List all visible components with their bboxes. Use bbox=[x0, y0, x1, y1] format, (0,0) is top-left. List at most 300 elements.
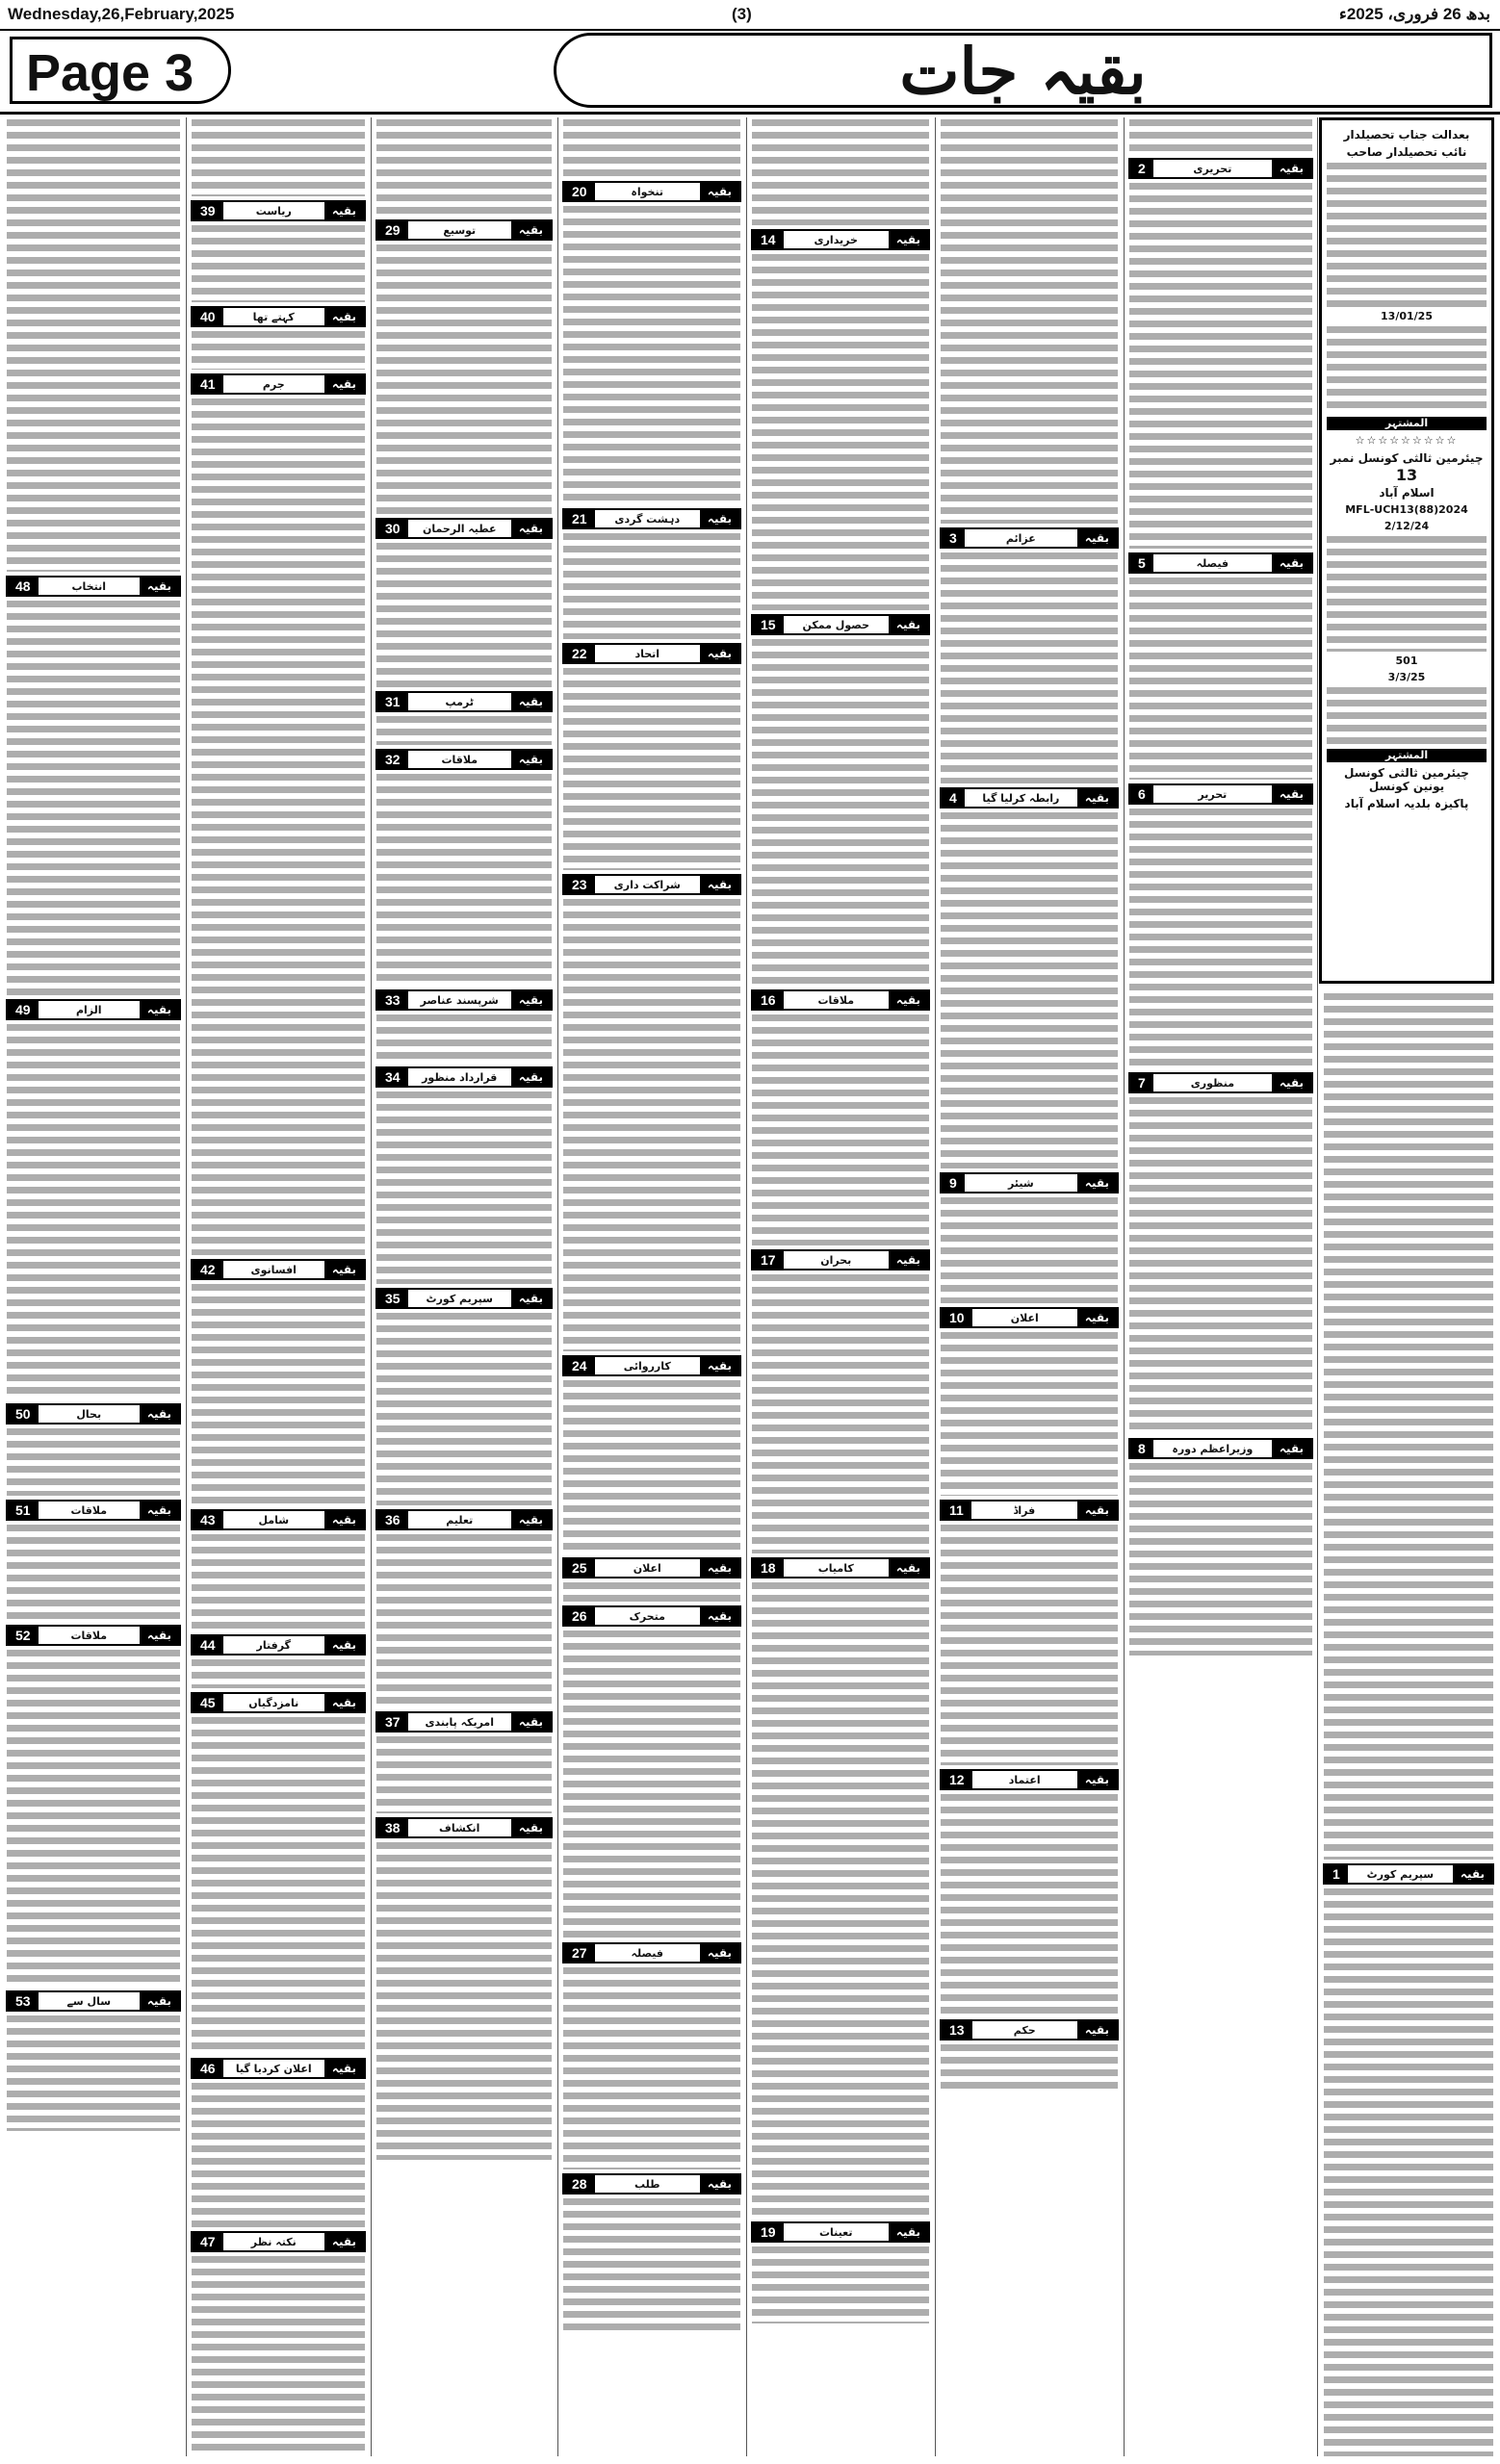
continuation-title: وزیراعظم دورہ bbox=[1172, 1442, 1254, 1455]
article-text bbox=[563, 1967, 740, 2169]
continuation-title: اعلان bbox=[1010, 1311, 1039, 1324]
case-reference: MFL-UCH13(88)2024 bbox=[1345, 503, 1468, 516]
continuation-box bbox=[191, 1692, 366, 1713]
continuation-box bbox=[751, 2221, 930, 2243]
section-title: بقیہ جات bbox=[554, 33, 1492, 108]
article-text bbox=[1129, 808, 1312, 1068]
article-text bbox=[563, 206, 740, 504]
continuation-word: بقیہ bbox=[324, 202, 364, 219]
continuation-word: بقیہ bbox=[140, 1627, 179, 1644]
article-text bbox=[563, 1582, 740, 1602]
continuation-title: افسانوی bbox=[250, 1263, 297, 1276]
article-text bbox=[376, 1014, 552, 1063]
article-text bbox=[192, 1534, 365, 1630]
continuation-word: بقیہ bbox=[140, 1001, 179, 1018]
continuation-box bbox=[562, 1942, 741, 1964]
continuation-number: 26 bbox=[564, 1607, 595, 1625]
continuation-number: 15 bbox=[753, 616, 784, 633]
continuation-title: تعینات bbox=[818, 2225, 853, 2239]
continuation-box bbox=[940, 1307, 1119, 1328]
article-text bbox=[192, 1284, 365, 1505]
article-text bbox=[1324, 1888, 1493, 2456]
continuation-word: بقیہ bbox=[1272, 1440, 1311, 1457]
continuation-title: حصول ممکن bbox=[802, 618, 870, 631]
continuation-title: خریداری bbox=[814, 233, 858, 246]
continuation-box bbox=[562, 2173, 741, 2194]
article-text bbox=[7, 1525, 180, 1621]
continuation-number: 14 bbox=[753, 231, 784, 248]
continuation-box bbox=[751, 989, 930, 1011]
continuation-box bbox=[562, 874, 741, 895]
continuation-box bbox=[751, 1249, 930, 1270]
column-divider bbox=[746, 117, 747, 2456]
continuation-box bbox=[375, 1288, 553, 1309]
legal-notice bbox=[1319, 117, 1494, 984]
article-text bbox=[7, 1428, 180, 1496]
article-text bbox=[192, 119, 365, 196]
header-divider bbox=[0, 112, 1500, 115]
continuation-number: 46 bbox=[193, 2060, 223, 2077]
continuation-title: سپریم کورٹ bbox=[1366, 1867, 1435, 1881]
continuation-number: 29 bbox=[377, 221, 408, 239]
article-text bbox=[376, 1736, 552, 1813]
column-divider bbox=[1317, 117, 1318, 2456]
continuation-title: قرارداد منظور bbox=[422, 1070, 498, 1084]
continuation-box bbox=[1128, 552, 1313, 574]
continuation-word: بقیہ bbox=[140, 1502, 179, 1519]
continuation-word: بقیہ bbox=[1453, 1865, 1492, 1883]
continuation-number: 5 bbox=[1130, 554, 1153, 572]
continuation-word: بقیہ bbox=[889, 1251, 928, 1269]
notice-stars: ☆☆☆☆☆☆☆☆☆ bbox=[1355, 434, 1459, 447]
continuation-box bbox=[1128, 1438, 1313, 1459]
hearing-number: 501 bbox=[1395, 654, 1418, 667]
article-text bbox=[563, 2198, 740, 2333]
continuation-title: تنخواہ bbox=[631, 185, 664, 198]
continuation-box bbox=[6, 999, 181, 1020]
continuation-title: رابطہ کرلیا گیا bbox=[982, 791, 1060, 805]
continuation-box bbox=[191, 1509, 366, 1530]
continuation-word: بقیہ bbox=[511, 693, 551, 710]
continuation-word: بقیہ bbox=[324, 1636, 364, 1654]
continuation-number: 52 bbox=[8, 1627, 39, 1644]
continuation-box bbox=[375, 749, 553, 770]
article-text bbox=[563, 119, 740, 177]
continuation-title: نامزدگیاں bbox=[248, 1696, 299, 1709]
continuation-word: بقیہ bbox=[1077, 2021, 1117, 2039]
article-text bbox=[752, 254, 929, 610]
continuation-word: بقیہ bbox=[324, 308, 364, 325]
article-text bbox=[192, 225, 365, 302]
notice-body bbox=[1327, 687, 1487, 745]
article-text bbox=[376, 1313, 552, 1505]
column-1 bbox=[4, 117, 183, 2456]
notice-heading: بعدالت جناب تحصیلدار bbox=[1343, 128, 1470, 141]
continuation-number: 3 bbox=[942, 529, 965, 547]
continuation-word: بقیہ bbox=[324, 1261, 364, 1278]
article-text bbox=[941, 812, 1118, 1168]
continuation-word: بقیہ bbox=[1077, 529, 1117, 547]
continuation-number: 33 bbox=[377, 991, 408, 1009]
continuation-box bbox=[1128, 1072, 1313, 1093]
continuation-word: بقیہ bbox=[1272, 785, 1311, 803]
continuation-word: بقیہ bbox=[700, 876, 739, 893]
continuation-title: انکشاف bbox=[439, 1821, 480, 1835]
continuation-word: بقیہ bbox=[700, 1607, 739, 1625]
continuation-number: 19 bbox=[753, 2223, 784, 2241]
continuation-title: بحران bbox=[820, 1253, 852, 1267]
continuation-title: فراڈ bbox=[1013, 1503, 1036, 1517]
article-text bbox=[752, 1582, 929, 2218]
continuation-box bbox=[6, 1500, 181, 1521]
continuation-title: بحال bbox=[76, 1407, 102, 1421]
column-5 bbox=[749, 117, 932, 2456]
continuation-number: 11 bbox=[942, 1502, 971, 1519]
continuation-box bbox=[940, 1769, 1119, 1790]
continuation-title: امریکہ پابندی bbox=[425, 1715, 495, 1729]
council-footer: چیئرمین ثالثی کونسل یونین کونسل bbox=[1344, 766, 1469, 793]
continuation-box bbox=[751, 1557, 930, 1578]
article-text bbox=[192, 398, 365, 1255]
notice-subheading: نائب تحصیلدار صاحب bbox=[1346, 145, 1467, 159]
article-text bbox=[192, 2256, 365, 2456]
continuation-word: بقیہ bbox=[511, 751, 551, 768]
continuation-word: بقیہ bbox=[511, 1068, 551, 1086]
article-text bbox=[192, 1659, 365, 1688]
article-text bbox=[941, 1525, 1118, 1765]
council-number: 13 bbox=[1395, 466, 1418, 484]
article-text bbox=[1129, 119, 1312, 154]
article-text bbox=[7, 119, 180, 572]
article-text bbox=[376, 244, 552, 514]
continuation-title: منظوری bbox=[1190, 1076, 1235, 1090]
notice-body bbox=[1327, 536, 1487, 652]
continuation-title: فیصلہ bbox=[1196, 556, 1229, 570]
continuation-word: بقیہ bbox=[889, 991, 928, 1009]
article-text bbox=[1129, 183, 1312, 549]
column-2 bbox=[189, 117, 368, 2456]
continuation-box bbox=[1128, 783, 1313, 805]
continuation-title: اعتماد bbox=[1008, 1773, 1041, 1786]
continuation-word: بقیہ bbox=[700, 1944, 739, 1962]
article-text bbox=[376, 716, 552, 745]
continuation-word: بقیہ bbox=[511, 1290, 551, 1307]
notice-dates: 13/01/25 bbox=[1381, 310, 1433, 322]
continuation-box bbox=[375, 1817, 553, 1838]
column-6 bbox=[938, 117, 1121, 2456]
continuation-title: شرپسند عناصر bbox=[420, 993, 499, 1007]
continuation-title: تعلیم bbox=[446, 1513, 474, 1527]
column-8 bbox=[1321, 991, 1496, 2456]
english-date: Wednesday,26,February,2025 bbox=[8, 5, 235, 23]
continuation-number: 27 bbox=[564, 1944, 595, 1962]
article-text bbox=[192, 2083, 365, 2227]
continuation-box bbox=[940, 1172, 1119, 1194]
continuation-title: جرم bbox=[262, 377, 285, 391]
continuation-title: کارروائی bbox=[623, 1359, 671, 1373]
article-text bbox=[563, 1630, 740, 1938]
continuation-word: بقیہ bbox=[889, 231, 928, 248]
continuation-word: بقیہ bbox=[511, 520, 551, 537]
article-text bbox=[941, 1197, 1118, 1303]
continuation-box bbox=[6, 1625, 181, 1646]
continuation-title: تحریری bbox=[1193, 162, 1232, 175]
article-text bbox=[563, 533, 740, 639]
continuation-box bbox=[751, 614, 930, 635]
continuation-title: کہتے تھا bbox=[252, 310, 295, 323]
hearing-date: 3/3/25 bbox=[1387, 671, 1426, 683]
continuation-number: 40 bbox=[193, 308, 223, 325]
article-text bbox=[941, 1794, 1118, 2015]
case-date: 2/12/24 bbox=[1384, 520, 1430, 532]
continuation-number: 45 bbox=[193, 1694, 223, 1711]
continuation-box bbox=[375, 989, 553, 1011]
continuation-title: دہشت گردی bbox=[614, 512, 681, 526]
continuation-title: شیئر bbox=[1008, 1176, 1034, 1190]
continuation-title: اعلان bbox=[633, 1561, 661, 1575]
continuation-box bbox=[191, 373, 366, 395]
continuation-box bbox=[940, 527, 1119, 549]
notice-body bbox=[1327, 326, 1487, 413]
column-divider bbox=[935, 117, 936, 2456]
column-divider bbox=[186, 117, 187, 2456]
continuation-number: 2 bbox=[1130, 160, 1153, 177]
continuation-word: بقیہ bbox=[140, 578, 179, 595]
continuation-word: بقیہ bbox=[1077, 789, 1117, 807]
continuation-word: بقیہ bbox=[1077, 1771, 1117, 1788]
continuation-box bbox=[562, 181, 741, 202]
article-text bbox=[7, 601, 180, 995]
page-number: (3) bbox=[732, 5, 752, 23]
article-text bbox=[376, 543, 552, 687]
continuation-number: 24 bbox=[564, 1357, 595, 1374]
continuation-box bbox=[375, 518, 553, 539]
continuation-word: بقیہ bbox=[324, 1694, 364, 1711]
notice-mustahir: المشتہر bbox=[1327, 417, 1487, 430]
article-text bbox=[7, 1024, 180, 1399]
article-text bbox=[376, 774, 552, 986]
article-text bbox=[1129, 1463, 1312, 1656]
continuation-number: 43 bbox=[193, 1511, 223, 1528]
continuation-number: 34 bbox=[377, 1068, 408, 1086]
continuation-title: شامل bbox=[258, 1513, 290, 1527]
continuation-word: بقیہ bbox=[511, 991, 551, 1009]
continuation-number: 13 bbox=[942, 2021, 972, 2039]
continuation-word: بقیہ bbox=[1272, 160, 1311, 177]
continuation-box bbox=[940, 787, 1119, 808]
continuation-title: نکتہ نظر bbox=[250, 2235, 297, 2248]
continuation-word: بقیہ bbox=[511, 1713, 551, 1731]
continuation-number: 39 bbox=[193, 202, 223, 219]
continuation-title: تحریر bbox=[1198, 787, 1228, 801]
article-text bbox=[1324, 993, 1493, 1860]
continuation-title: سال سے bbox=[66, 1994, 112, 2008]
continuation-word: بقیہ bbox=[1272, 1074, 1311, 1091]
urdu-date: بدھ 26 فروری، 2025ء bbox=[1338, 5, 1490, 23]
continuation-box bbox=[6, 576, 181, 597]
article-text bbox=[752, 1014, 929, 1245]
continuation-word: بقیہ bbox=[324, 2233, 364, 2250]
continuation-word: بقیہ bbox=[700, 510, 739, 527]
continuation-number: 1 bbox=[1325, 1865, 1348, 1883]
continuation-number: 22 bbox=[564, 645, 595, 662]
continuation-number: 35 bbox=[377, 1290, 408, 1307]
continuation-box bbox=[562, 1605, 741, 1627]
continuation-title: ملاقات bbox=[817, 993, 855, 1007]
continuation-word: بقیہ bbox=[889, 616, 928, 633]
continuation-box bbox=[6, 1990, 181, 2012]
continuation-title: عزائم bbox=[1005, 531, 1036, 545]
continuation-box bbox=[1128, 158, 1313, 179]
continuation-word: بقیہ bbox=[700, 183, 739, 200]
continuation-box bbox=[191, 1634, 366, 1656]
continuation-title: کامیاب bbox=[817, 1561, 854, 1575]
continuation-word: بقیہ bbox=[700, 1357, 739, 1374]
continuation-box bbox=[6, 1403, 181, 1424]
continuation-number: 42 bbox=[193, 1261, 223, 1278]
article-text bbox=[7, 1650, 180, 1987]
continuation-box bbox=[562, 508, 741, 529]
continuation-word: بقیہ bbox=[140, 1992, 179, 2010]
continuation-title: ملاقات bbox=[70, 1629, 108, 1642]
continuation-box bbox=[751, 229, 930, 250]
continuation-title: ٹرمپ bbox=[445, 695, 474, 708]
continuation-word: بقیہ bbox=[1272, 554, 1311, 572]
continuation-number: 53 bbox=[8, 1992, 39, 2010]
continuation-title: اتحاد bbox=[634, 647, 660, 660]
continuation-title: توسیع bbox=[443, 223, 477, 237]
continuation-title: متحرک bbox=[629, 1609, 665, 1623]
column-4 bbox=[560, 117, 743, 2456]
continuation-box bbox=[375, 219, 553, 241]
column-divider bbox=[1124, 117, 1125, 2456]
continuation-word: بقیہ bbox=[511, 1511, 551, 1528]
continuation-number: 6 bbox=[1130, 785, 1153, 803]
council-title: چیئرمین ثالثی کونسل نمبر bbox=[1330, 451, 1484, 465]
continuation-box bbox=[375, 1066, 553, 1088]
continuation-number: 49 bbox=[8, 1001, 39, 1018]
continuation-word: بقیہ bbox=[1077, 1174, 1117, 1192]
continuation-box bbox=[191, 1259, 366, 1280]
article-text bbox=[941, 1332, 1118, 1496]
article-text bbox=[1129, 1097, 1312, 1434]
article-text bbox=[563, 1380, 740, 1553]
date-bar bbox=[0, 0, 1500, 31]
article-text bbox=[941, 2044, 1118, 2092]
notice-mustahir: المشتہر bbox=[1327, 749, 1487, 762]
continuation-box bbox=[562, 1557, 741, 1578]
continuation-number: 18 bbox=[753, 1559, 784, 1577]
continuation-word: بقیہ bbox=[889, 1559, 928, 1577]
continuation-box bbox=[191, 2058, 366, 2079]
continuation-number: 12 bbox=[942, 1771, 972, 1788]
continuation-number: 38 bbox=[377, 1819, 408, 1836]
continuation-number: 4 bbox=[942, 789, 965, 807]
column-divider bbox=[557, 117, 558, 2456]
continuation-title: عطیہ الرحمان bbox=[422, 522, 497, 535]
continuation-title: شراکت داری bbox=[613, 878, 681, 891]
continuation-number: 10 bbox=[942, 1309, 972, 1326]
continuation-number: 41 bbox=[193, 375, 223, 393]
continuation-word: بقیہ bbox=[700, 2175, 739, 2193]
continuation-word: بقیہ bbox=[700, 1559, 739, 1577]
continuation-word: بقیہ bbox=[700, 645, 739, 662]
continuation-word: بقیہ bbox=[1077, 1309, 1117, 1326]
council-city: اسلام آباد bbox=[1379, 486, 1435, 500]
continuation-title: اعلان کردیا گیا bbox=[235, 2062, 312, 2075]
council-footer-2: پاکیزہ بلدیہ اسلام آباد bbox=[1344, 797, 1469, 810]
column-3 bbox=[374, 117, 555, 2456]
continuation-number: 28 bbox=[564, 2175, 595, 2193]
article-text bbox=[752, 2246, 929, 2323]
continuation-word: بقیہ bbox=[511, 1819, 551, 1836]
article-text bbox=[192, 331, 365, 370]
column-divider bbox=[371, 117, 372, 2456]
continuation-title: الزام bbox=[75, 1003, 102, 1016]
article-text bbox=[563, 899, 740, 1351]
continuation-title: فیصلہ bbox=[631, 1946, 663, 1960]
continuation-box bbox=[562, 643, 741, 664]
article-text bbox=[376, 1842, 552, 2160]
continuation-word: بقیہ bbox=[324, 1511, 364, 1528]
column-7 bbox=[1126, 117, 1315, 2456]
continuation-number: 21 bbox=[564, 510, 595, 527]
article-text bbox=[7, 2015, 180, 2131]
continuation-title: ملاقات bbox=[441, 753, 478, 766]
continuation-box bbox=[940, 2019, 1119, 2040]
continuation-word: بقیہ bbox=[140, 1405, 179, 1423]
continuation-box bbox=[375, 1711, 553, 1732]
continuation-word: بقیہ bbox=[889, 2223, 928, 2241]
continuation-box bbox=[940, 1500, 1119, 1521]
continuation-number: 47 bbox=[193, 2233, 223, 2250]
continuation-number: 37 bbox=[377, 1713, 408, 1731]
continuation-word: بقیہ bbox=[1077, 1502, 1117, 1519]
continuation-number: 7 bbox=[1130, 1074, 1153, 1091]
continuation-title: گرفتار bbox=[256, 1638, 291, 1652]
article-text bbox=[752, 639, 929, 986]
continuation-title: ریاست bbox=[255, 204, 292, 218]
continuation-number: 44 bbox=[193, 1636, 223, 1654]
article-text bbox=[563, 668, 740, 870]
continuation-number: 36 bbox=[377, 1511, 408, 1528]
article-text bbox=[376, 1534, 552, 1707]
continuation-box bbox=[191, 2231, 366, 2252]
continuation-box bbox=[375, 691, 553, 712]
continuation-box bbox=[191, 306, 366, 327]
continuation-number: 25 bbox=[564, 1559, 595, 1577]
article-text bbox=[376, 119, 552, 216]
continuation-number: 32 bbox=[377, 751, 408, 768]
continuation-box bbox=[1323, 1863, 1494, 1885]
continuation-number: 50 bbox=[8, 1405, 39, 1423]
continuation-box bbox=[375, 1509, 553, 1530]
article-text bbox=[1129, 578, 1312, 780]
article-text bbox=[941, 552, 1118, 783]
continuation-number: 8 bbox=[1130, 1440, 1153, 1457]
notice-body bbox=[1327, 163, 1487, 307]
continuation-word: بقیہ bbox=[511, 221, 551, 239]
continuation-number: 16 bbox=[753, 991, 784, 1009]
article-text bbox=[376, 1091, 552, 1284]
continuation-number: 31 bbox=[377, 693, 408, 710]
continuation-number: 23 bbox=[564, 876, 595, 893]
continuation-title: ملاقات bbox=[70, 1503, 108, 1517]
article-text bbox=[752, 119, 929, 225]
continuation-number: 51 bbox=[8, 1502, 39, 1519]
continuation-number: 20 bbox=[564, 183, 595, 200]
continuation-number: 9 bbox=[942, 1174, 965, 1192]
